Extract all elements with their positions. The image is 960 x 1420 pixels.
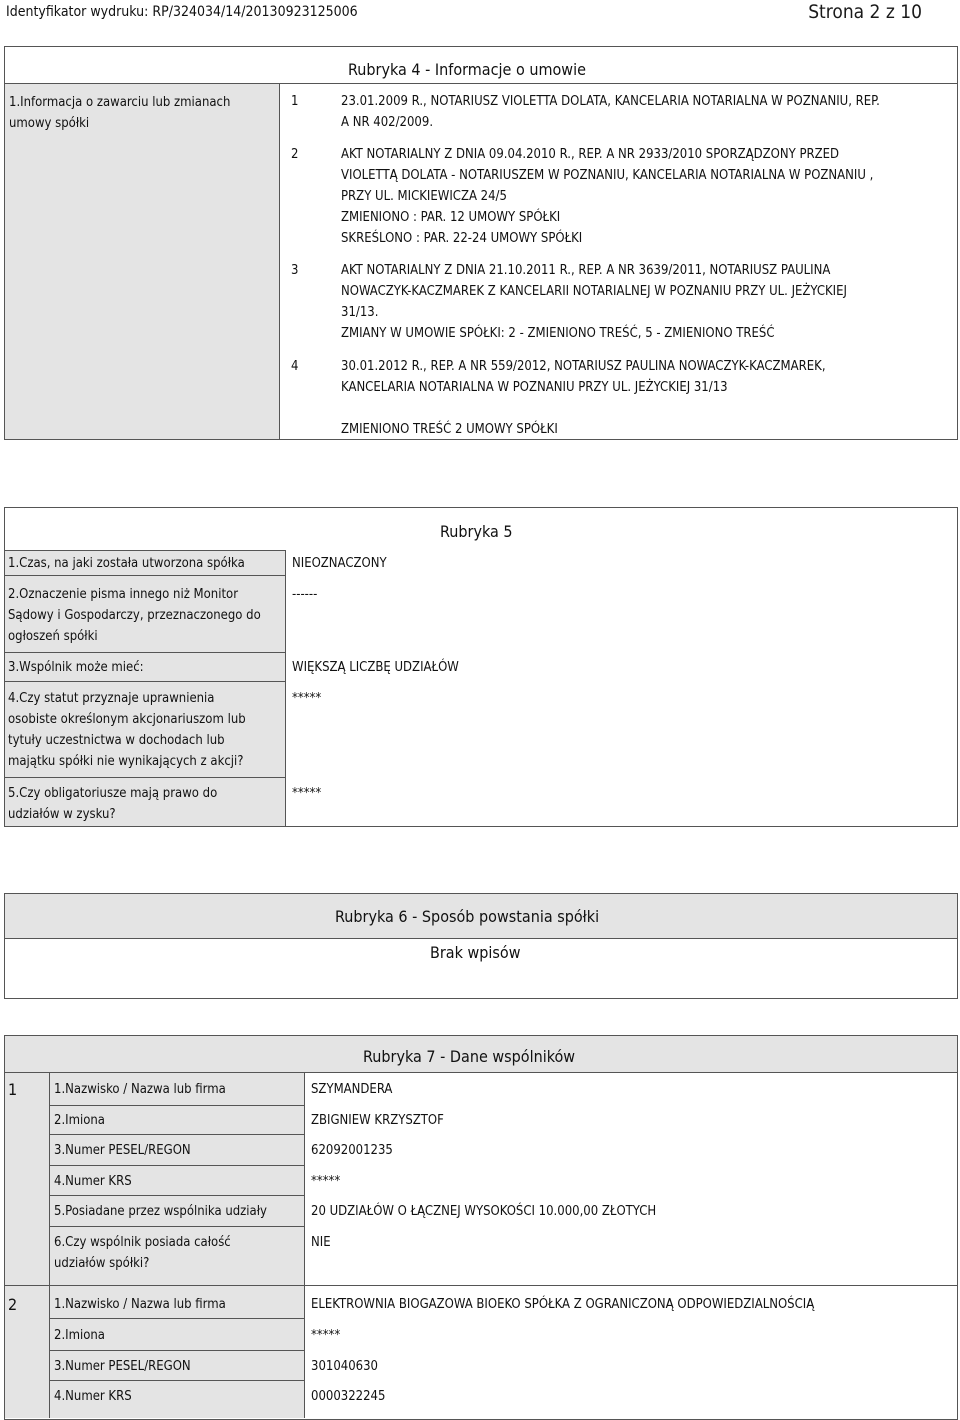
partner-field-label: 1.Nazwisko / Nazwa lub firma <box>54 1082 226 1097</box>
entry-line: 23.01.2009 R., NOTARIUSZ VIOLETTA DOLATA, KANCELARIA NOTARIALNA W POZNANIU, REP. <box>341 94 880 109</box>
page-number: Strona 2 z 10 <box>808 1 922 23</box>
partner-number: 1 <box>8 1080 18 1099</box>
partner-field-value: 62092001235 <box>311 1143 393 1158</box>
partner-field-label: 4.Numer KRS <box>54 1389 132 1404</box>
rubryka-6-title: Rubryka 6 - Sposób powstania spółki <box>335 907 600 926</box>
entry-line: NOWACZYK-KACZMAREK Z KANCELARII NOTARIALNEJ W POZNANIU PRZY UL. JEŻYCKIEJ <box>341 284 847 299</box>
partner-field-value: ***** <box>311 1328 341 1343</box>
rubryka-4-label-cell <box>5 84 279 439</box>
entry-line: A NR 402/2009. <box>341 115 434 130</box>
field-value: ***** <box>292 786 322 801</box>
entry-line: ZMIANY W UMOWIE SPÓŁKI: 2 - ZMIENIONO TREŚĆ, 5 - ZMIENIONO TREŚĆ <box>341 326 775 341</box>
entry-line: 31/13. <box>341 305 379 320</box>
field-label: 2.Oznaczenie pisma innego niż Monitor Sądowy i Gospodarczy, przeznaczonego do ogłoszeń spółki <box>8 587 261 644</box>
partner-field-value: 20 UDZIAŁÓW O ŁĄCZNEJ WYSOKOŚCI 10.000,00 ZŁOTYCH <box>311 1204 657 1219</box>
partner-field-label: 6.Czy wspólnik posiada całość udziałów spółki? <box>54 1235 231 1271</box>
partner-field-value: NIE <box>311 1235 331 1250</box>
partner-field-label: 2.Imiona <box>54 1328 105 1343</box>
field-value: ***** <box>292 691 322 706</box>
partner-field-value: SZYMANDERA <box>311 1082 393 1097</box>
entry-number: 3 <box>291 263 299 278</box>
entry-number: 1 <box>291 94 299 109</box>
print-identifier: Identyfikator wydruku: RP/324034/14/20130923125006 <box>6 4 358 20</box>
partner-field-label: 5.Posiadane przez wspólnika udziały <box>54 1204 267 1219</box>
entry-line: AKT NOTARIALNY Z DNIA 09.04.2010 R., REP. A NR 2933/2010 SPORZĄDZONY PRZED <box>341 147 840 162</box>
rubryka-4-title: Rubryka 4 - Informacje o umowie <box>348 60 586 79</box>
field-label: 3.Wspólnik może mieć: <box>8 660 144 675</box>
rubryka-7-title: Rubryka 7 - Dane wspólników <box>363 1047 576 1066</box>
partner-field-value: ZBIGNIEW KRZYSZTOF <box>311 1113 444 1128</box>
partner-field-value: ELEKTROWNIA BIOGAZOWA BIOEKO SPÓŁKA Z OGRANICZONĄ ODPOWIEDZIALNOŚCIĄ <box>311 1297 815 1312</box>
no-entries-text: Brak wpisów <box>430 943 521 962</box>
field-value: WIĘKSZĄ LICZBĘ UDZIAŁÓW <box>292 660 459 675</box>
entry-line: PRZY UL. MICKIEWICZA 24/5 <box>341 189 507 204</box>
entry-line: SKREŚLONO : PAR. 22-24 UMOWY SPÓŁKI <box>341 231 583 246</box>
entry-line: AKT NOTARIALNY Z DNIA 21.10.2011 R., REP. A NR 3639/2011, NOTARIUSZ PAULINA <box>341 263 831 278</box>
rubryka-5-title: Rubryka 5 <box>440 522 513 541</box>
field-value: ------ <box>292 587 318 602</box>
partner-number: 2 <box>8 1295 18 1314</box>
partner-field-value: ***** <box>311 1174 341 1189</box>
field-value: NIEOZNACZONY <box>292 556 387 571</box>
field-label: 5.Czy obligatoriusze mają prawo do udziałów w zysku? <box>8 786 218 822</box>
partner-field-label: 2.Imiona <box>54 1113 105 1128</box>
entry-line: KANCELARIA NOTARIALNA W POZNANIU PRZY UL. JEŻYCKIEJ 31/13 <box>341 380 728 395</box>
partner-field-label: 3.Numer PESEL/REGON <box>54 1143 191 1158</box>
entry-line: ZMIENIONO TREŚĆ 2 UMOWY SPÓŁKI <box>341 422 558 437</box>
field-label: 4.Czy statut przyznaje uprawnienia osobiste określonym akcjonariuszom lub tytuły uczestnictwa w dochodach lub majątku spółki nie wynikających z akcji? <box>8 691 246 769</box>
entry-line: ZMIENIONO : PAR. 12 UMOWY SPÓŁKI <box>341 210 561 225</box>
partner-field-label: 3.Numer PESEL/REGON <box>54 1359 191 1374</box>
partner-field-value: 0000322245 <box>311 1389 386 1404</box>
entry-number: 2 <box>291 147 299 162</box>
field-label: 1.Czas, na jaki została utworzona spółka <box>8 556 245 571</box>
entry-line: 30.01.2012 R., REP. A NR 559/2012, NOTARIUSZ PAULINA NOWACZYK-KACZMAREK, <box>341 359 826 374</box>
entry-line: VIOLETTĄ DOLATA - NOTARIUSZEM W POZNANIU, KANCELARIA NOTARIALNA W POZNANIU , <box>341 168 874 183</box>
contract-info-label: 1.Informacja o zawarciu lub zmianach umowy spółki <box>9 95 231 131</box>
partner-field-label: 4.Numer KRS <box>54 1174 132 1189</box>
entry-number: 4 <box>291 359 299 374</box>
partner-field-value: 301040630 <box>311 1359 378 1374</box>
partner-field-label: 1.Nazwisko / Nazwa lub firma <box>54 1297 226 1312</box>
